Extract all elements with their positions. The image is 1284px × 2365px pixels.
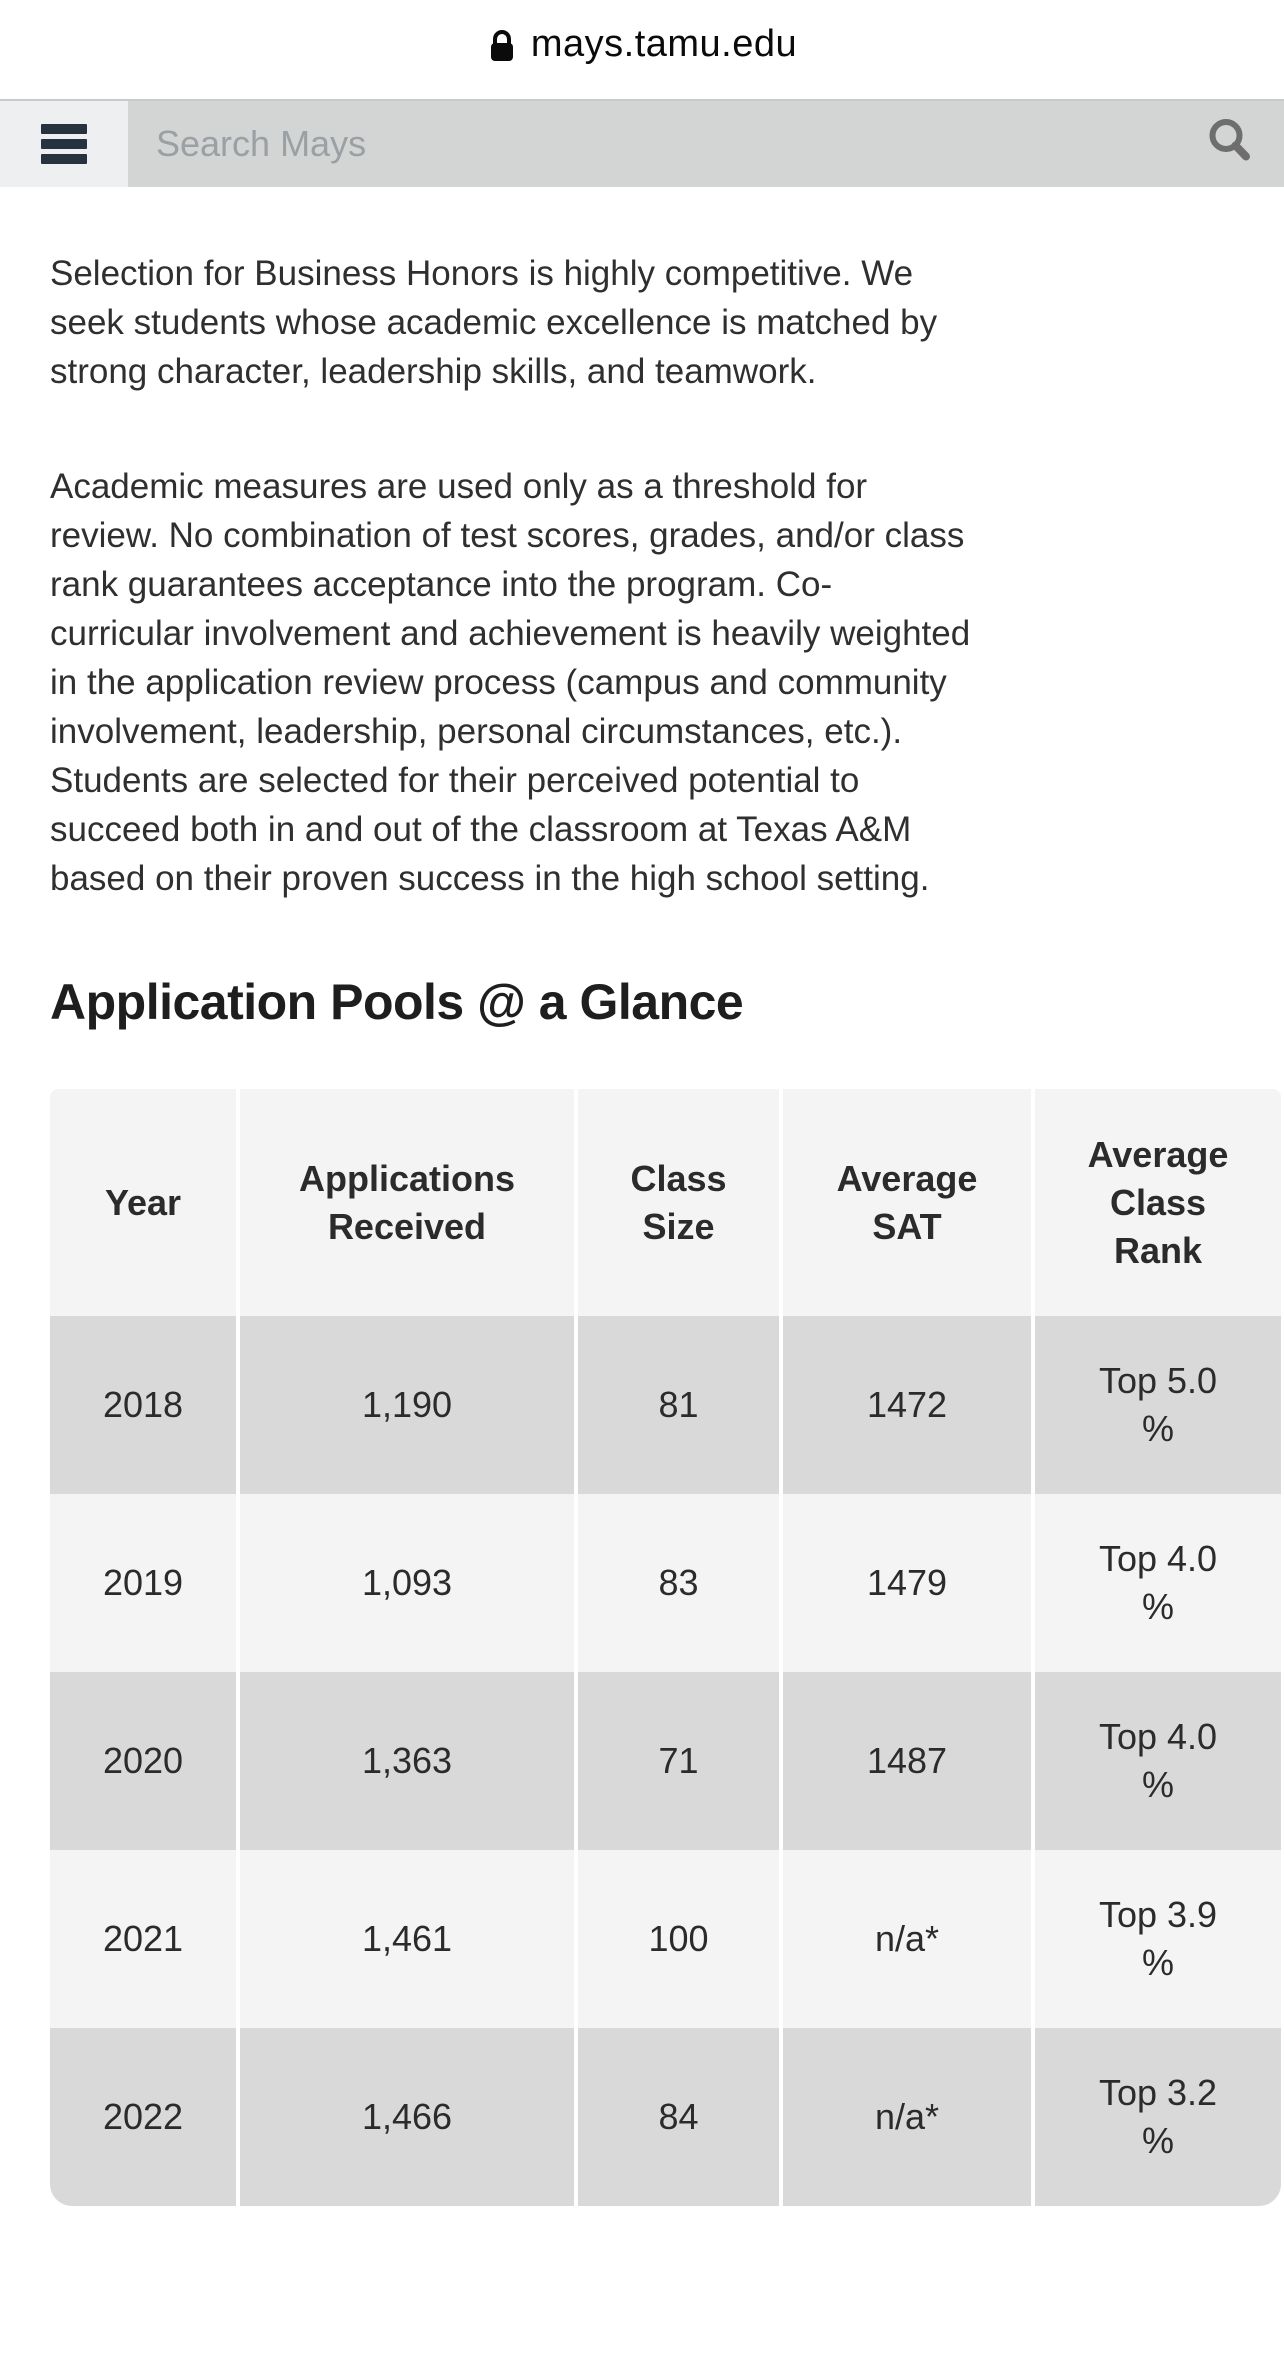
table-cell: 100 bbox=[574, 1850, 779, 2028]
table-cell: Top 4.0 % bbox=[1031, 1672, 1281, 1850]
table-cell: Top 3.2 % bbox=[1031, 2028, 1281, 2206]
table-cell: Top 5.0 % bbox=[1031, 1316, 1281, 1494]
column-header: Average Class Rank bbox=[1031, 1089, 1281, 1316]
table-cell: 1,461 bbox=[236, 1850, 574, 2028]
address-bar[interactable] bbox=[0, 0, 1284, 99]
column-header: Average SAT bbox=[779, 1089, 1031, 1316]
table-cell: 2020 bbox=[50, 1672, 236, 1850]
table-cell: 83 bbox=[574, 1494, 779, 1672]
table-cell: 2019 bbox=[50, 1494, 236, 1672]
column-header: Applications Received bbox=[236, 1089, 574, 1316]
table-cell: 1479 bbox=[779, 1494, 1031, 1672]
table-cell: 1,466 bbox=[236, 2028, 574, 2206]
table-cell: 84 bbox=[574, 2028, 779, 2206]
search-input[interactable] bbox=[128, 123, 1284, 165]
table-cell: 2018 bbox=[50, 1316, 236, 1494]
table-header-row bbox=[50, 1089, 1281, 1316]
table-cell: 1,363 bbox=[236, 1672, 574, 1850]
table-cell: 2022 bbox=[50, 2028, 236, 2206]
hamburger-menu-button[interactable] bbox=[0, 101, 128, 187]
criteria-paragraph: Academic measures are used only as a threshold for review. No combination of test scores, grades, and/or class rank guarantees acceptance into the program. Co-curricular involvement and achievement is heavily weighted in the application review process (campus and community involvement, leadership, personal circumstances, etc.). Students are selected for their perceived potential to succeed both in and out of the classroom at Texas A&M based on their proven success in the high school setting. bbox=[50, 467, 971, 898]
table-cell: Top 4.0 % bbox=[1031, 1494, 1281, 1672]
table-row bbox=[50, 1850, 1281, 2028]
site-toolbar bbox=[0, 99, 1284, 187]
table-cell: 1487 bbox=[779, 1672, 1031, 1850]
table-cell: 1,190 bbox=[236, 1316, 574, 1494]
hamburger-menu-icon bbox=[41, 124, 87, 134]
table-row bbox=[50, 1672, 1281, 1850]
table-row bbox=[50, 2028, 1281, 2206]
column-header: Class Size bbox=[574, 1089, 779, 1316]
table-cell: n/a* bbox=[779, 2028, 1031, 2206]
intro-paragraph: Selection for Business Honors is highly competitive. We seek students whose academic excellence is matched by strong character, leadership skills, and teamwork. bbox=[50, 254, 938, 391]
search-field[interactable] bbox=[128, 101, 1284, 187]
table-row bbox=[50, 1494, 1281, 1672]
application-pools-table bbox=[50, 1089, 1284, 2206]
page-content bbox=[0, 249, 1284, 2206]
table-row bbox=[50, 1316, 1281, 1494]
search-icon[interactable] bbox=[1204, 116, 1256, 173]
column-header: Year bbox=[50, 1089, 236, 1316]
table-cell: 81 bbox=[574, 1316, 779, 1494]
table-cell: 2021 bbox=[50, 1850, 236, 2028]
table-cell: n/a* bbox=[779, 1850, 1031, 2028]
table-cell: 71 bbox=[574, 1672, 779, 1850]
lock-icon bbox=[487, 30, 517, 64]
url-text: mays.tamu.edu bbox=[530, 23, 798, 65]
table-cell: Top 3.9 % bbox=[1031, 1850, 1281, 2028]
table-cell: 1472 bbox=[779, 1316, 1031, 1494]
page-title: Application Pools @ a Glance bbox=[50, 974, 744, 1030]
table-cell: 1,093 bbox=[236, 1494, 574, 1672]
